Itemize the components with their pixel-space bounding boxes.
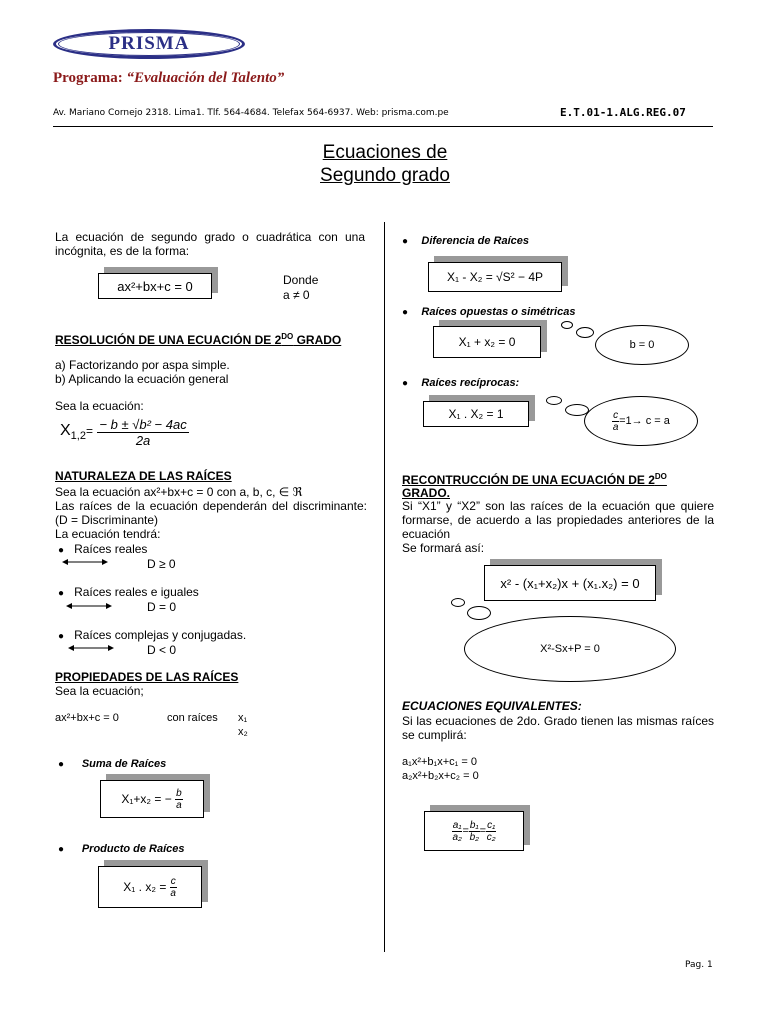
properties-x1: x₁ [238,712,248,724]
producto-den: a [170,887,176,899]
reciprocas-den: a [612,421,619,433]
intro-text: La ecuación de segundo grado o cuadrática con una incógnita, es de la forma: [55,230,365,258]
thought-bubble-small [546,396,562,405]
thought-bubble-medium [576,327,594,338]
formula-lhs: $X_{1,2}=$ [60,422,93,443]
reconstruction-heading-2: GRADO. [402,486,450,500]
equivalent-eq1: a₁x²+b₁x+c₁ = 0 [402,756,478,768]
properties-eq: ax²+bx+c = 0 [55,712,119,724]
properties-sea: Sea la ecuación; [55,684,144,698]
address-line: Av. Mariano Cornejo 2318. Lima1. Tlf. 564-4684. Telefax 564-6937. Web: prisma.com.pe [53,108,449,118]
diferencia-box: X₁ - X₂ = √S² − 4P [428,262,562,292]
case3 [58,628,246,644]
diferencia-label: Diferencia de Raíces [421,235,530,247]
bullet-icon: ● [58,844,65,855]
bullet-icon: ● [402,378,409,389]
case2-condition: D = 0 [147,600,177,614]
reciprocas-tail: =1→ c = a [619,415,670,427]
suma-label: Suma de Raíces [81,758,167,770]
nature-text-2: Las raíces de la ecuación dependerán del discriminante: (D = Discriminante) [55,499,367,527]
nature-heading: NATURALEZA DE LAS RAÍCES [55,469,232,483]
recon-heading-text: RECONTRUCCIÓN DE UNA ECUACIÓN DE 2 [402,473,655,487]
document-code: E.T.01-1.ALG.REG.07 [560,106,686,119]
suma-box [100,780,204,818]
ratio-c [486,820,496,843]
bullet-icon: ● [58,545,65,556]
case1-condition: D ≥ 0 [147,557,176,571]
formula-x: X [60,422,71,440]
c1: c₁ [487,819,496,831]
reconstruction-cloud: X²-Sx+P = 0 [464,616,676,682]
thought-bubble-small [451,598,465,607]
double-arrow-icon [62,558,108,566]
sea-ecuacion: Sea la ecuación: [55,399,144,413]
case1 [58,542,147,558]
opuestas-cloud: b = 0 [595,325,689,365]
case2-label: Raíces reales e iguales [74,585,199,599]
title-line-1: Ecuaciones de [322,142,448,163]
diferencia-item [402,231,529,249]
program-label: Programa: [53,70,123,86]
donde-label: Donde [283,273,319,287]
case3-condition: D < 0 [147,643,177,657]
ratio-a [452,820,463,843]
formula-denominator: 2a [135,433,151,448]
producto-item [58,839,185,857]
reciprocas-item [402,373,519,391]
double-arrow-icon [66,602,112,610]
title-line-2: Segundo grado [320,165,450,186]
equivalent-heading: ECUACIONES EQUIVALENTES: [402,699,582,713]
column-divider [384,222,385,952]
equals-sign: = [462,825,469,837]
suma-item [58,754,166,772]
formula-sub: 1,2 [70,430,86,443]
thought-bubble-small [561,321,573,329]
bullet-icon: ● [58,759,65,770]
ratio-b [469,820,480,843]
producto-lhs: X₁ . x₂ = [123,880,167,894]
case2 [58,585,199,601]
opuestas-box: X₁ + x₂ = 0 [433,326,541,358]
resolution-heading [55,330,341,347]
reciprocas-box: X₁ . X₂ = 1 [423,401,529,427]
method-a: a) Factorizando por aspa simple. [55,358,230,372]
resolution-sup: DO [281,332,294,341]
a-not-zero: a ≠ 0 [283,288,310,302]
equivalent-eq2: a₂x²+b₂x+c₂ = 0 [402,770,479,782]
equivalent-box [424,811,524,851]
suma-fraction [175,788,183,811]
reconstruction-heading [402,470,714,487]
method-b: b) Aplicando la ecuación general [55,372,229,386]
suma-lhs: X₁+x₂ = − [121,792,172,806]
equivalent-text: Si las ecuaciones de 2do. Grado tienen las mismas raíces se cumplirá: [402,714,714,742]
a1: a₁ [452,819,462,831]
resolution-heading-text: RESOLUCIÓN DE UNA ECUACIÓN DE 2 [55,333,282,347]
opuestas-label: Raíces opuestas o simétricas [421,306,576,318]
producto-num: c [170,875,176,887]
producto-fraction [170,876,177,899]
nature-text-3: La ecuación tendrá: [55,527,161,541]
producto-box [98,866,202,908]
reciprocas-label: Raíces recíprocas: [421,377,520,389]
reciprocas-num: c [613,409,619,421]
suma-den: a [176,799,182,811]
equals-sign: = [479,825,487,837]
thought-bubble-medium [467,606,491,620]
b1: b₁ [469,819,479,831]
bullet-icon: ● [402,307,409,318]
a2: a₂ [452,831,462,843]
c2: c₂ [486,831,496,843]
formula-numerator: − b ± √b² − 4ac [99,417,187,432]
producto-label: Producto de Raíces [81,843,185,855]
double-arrow-icon [68,644,114,652]
reconstruction-text: Si “X1” y “X2” son las raíces de la ecuación que quiere formarse, de acuerdo a las propiedades anteriores de la ecuación [402,499,714,541]
properties-heading: PROPIEDADES DE LAS RAÍCES [55,670,239,684]
formula-fraction [97,417,188,448]
resolution-tail: GRADO [293,333,342,347]
suma-num: b [176,787,182,799]
properties-con: con raíces [167,712,218,724]
opuestas-item [402,302,575,320]
bullet-icon: ● [58,588,65,599]
header-rule [53,126,713,127]
bullet-icon: ● [58,631,65,642]
recon-sup: DO [654,472,667,481]
reciprocas-fraction [612,410,619,433]
logo-text: PRISMA [108,33,190,54]
case3-label: Raíces complejas y conjugadas. [74,628,247,642]
program-name: “Evaluación del Talento” [126,70,285,86]
properties-x2: x₂ [238,726,248,738]
page-number: Pag. 1 [685,960,713,970]
case1-label: Raíces reales [74,542,148,556]
reconstruction-box: x² - (x₁+x₂)x + (x₁.x₂) = 0 [484,565,656,601]
page-title [260,141,510,187]
quadratic-formula [60,417,189,448]
nature-text-1: Sea la ecuación ax²+bx+c = 0 con a, b, c, ∈ ℜ [55,485,303,499]
program-line [53,70,284,87]
general-form-box: ax²+bx+c = 0 [98,273,212,299]
reconstruction-se: Se formará así: [402,541,485,555]
prisma-logo [53,29,245,59]
reciprocas-cloud [584,396,698,446]
bullet-icon: ● [402,236,409,247]
b2: b₂ [469,831,479,843]
